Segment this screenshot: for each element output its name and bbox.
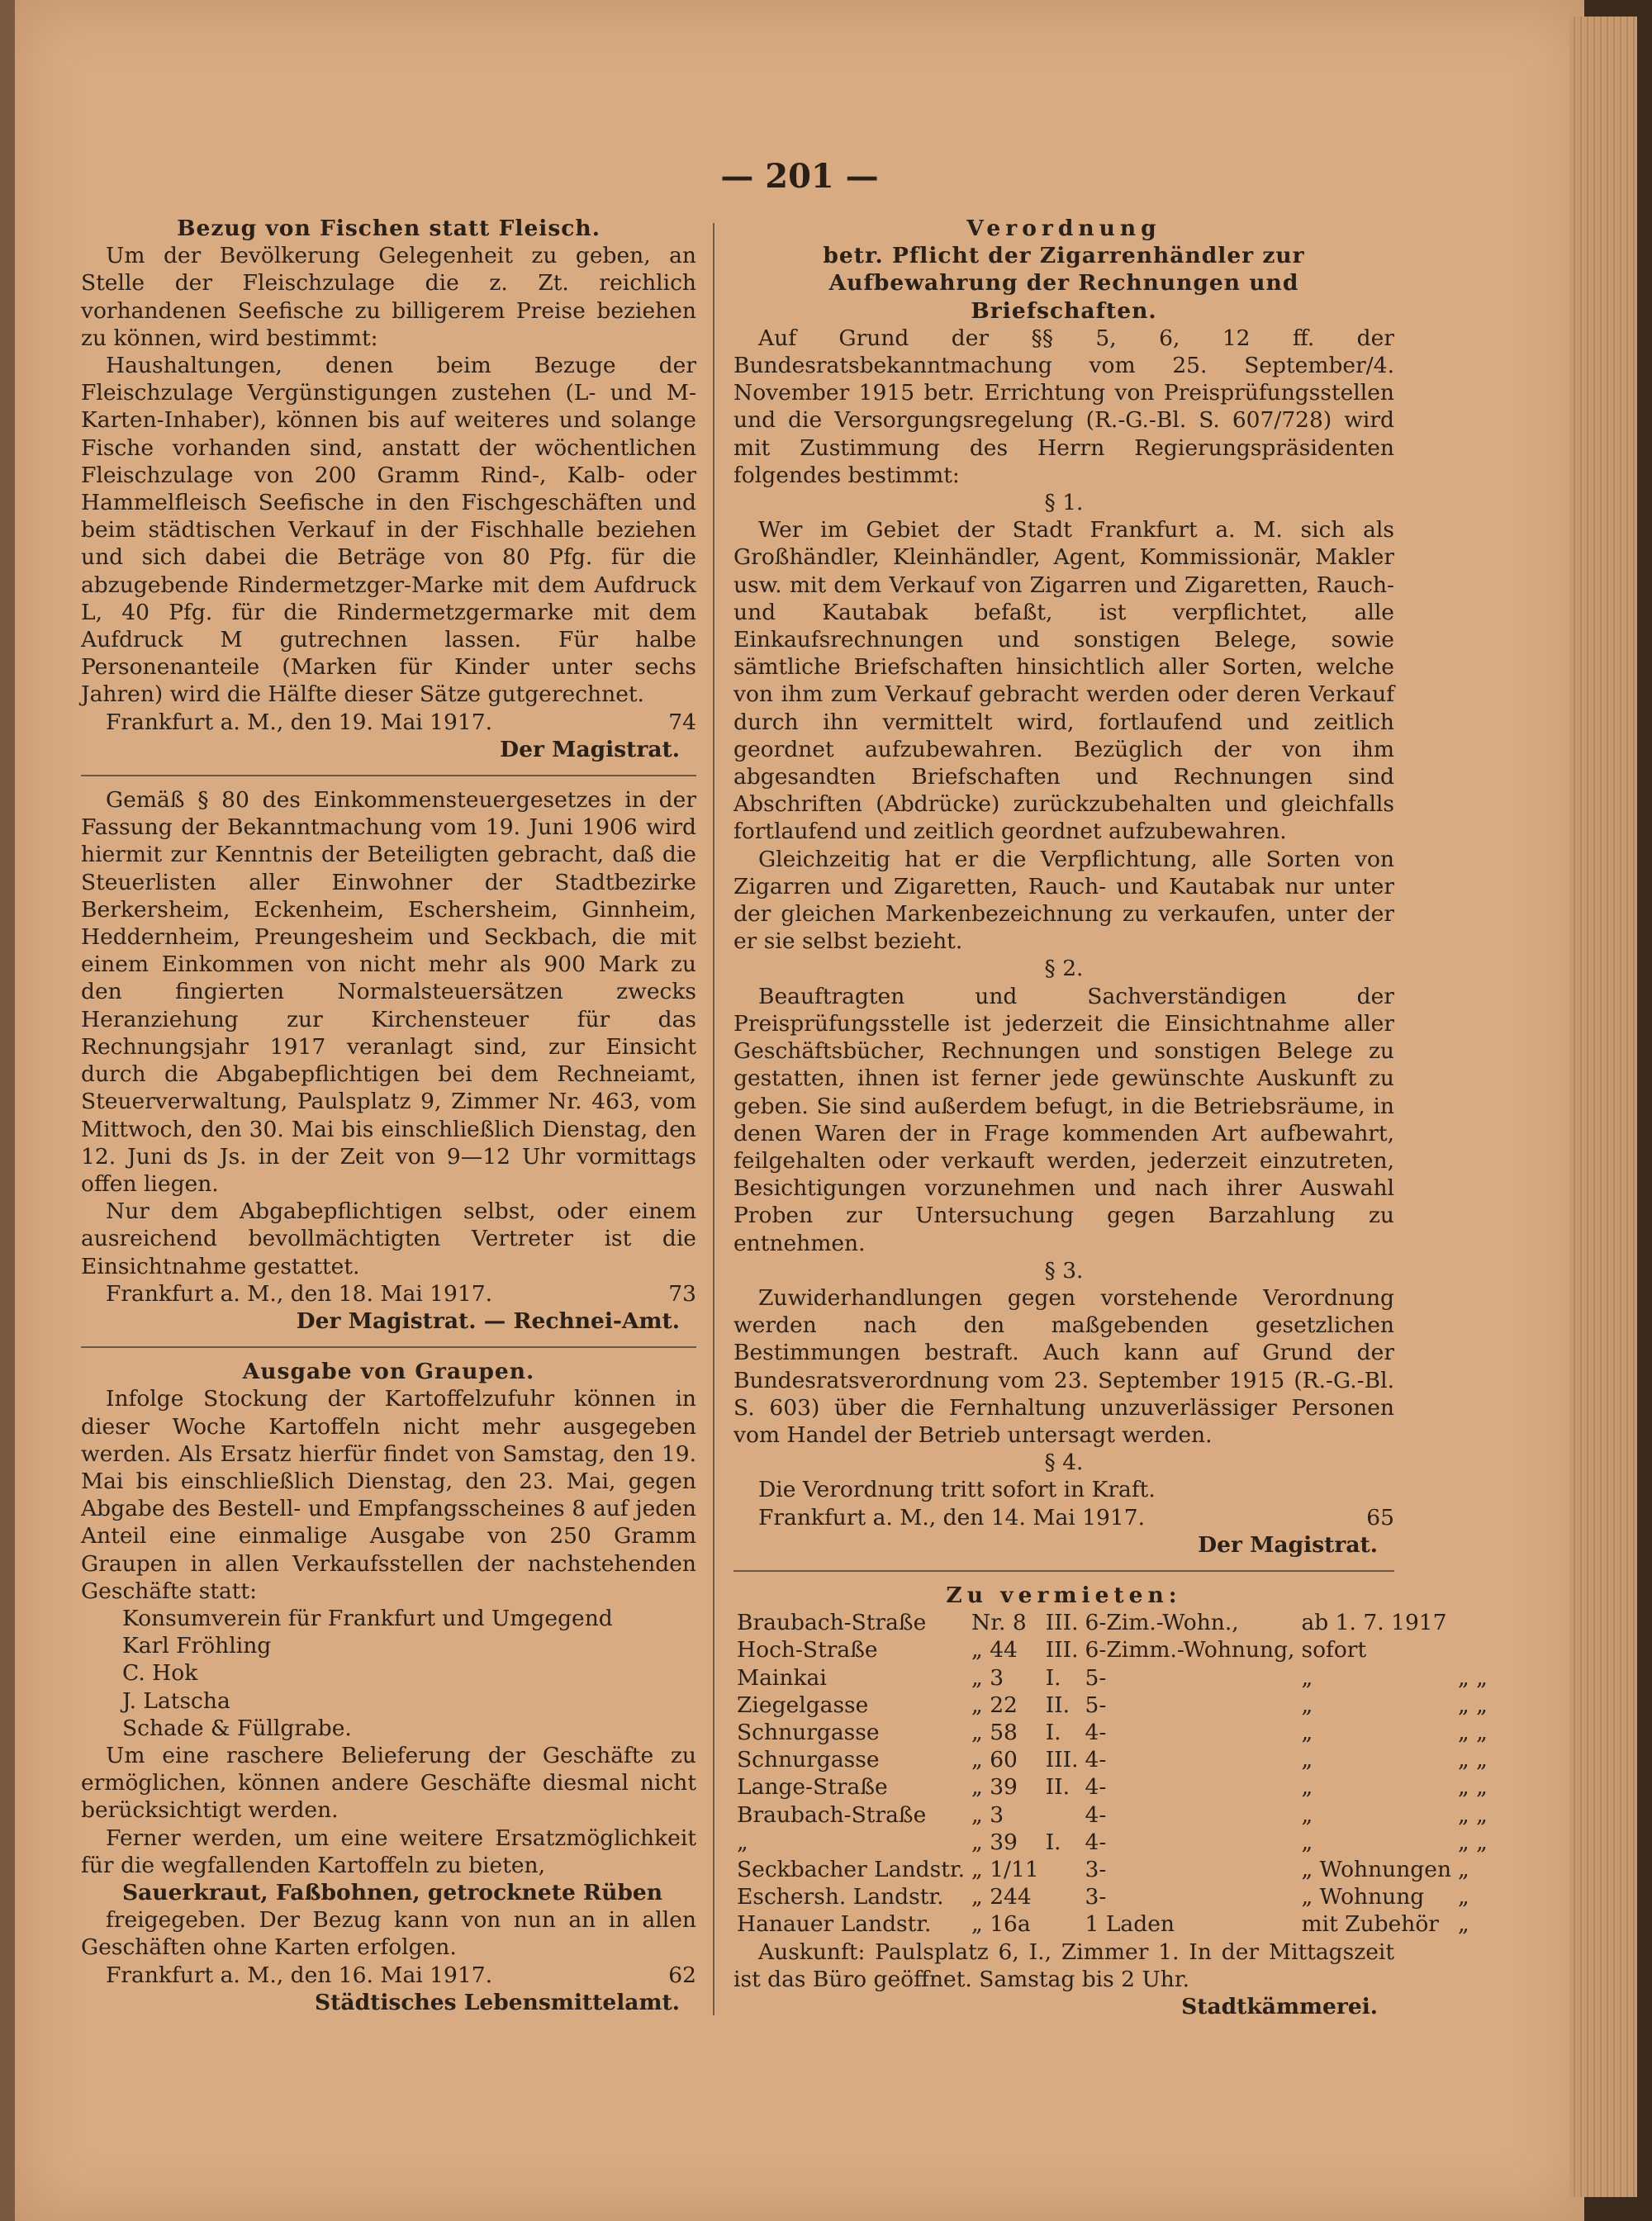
shop-item: C. Hok	[122, 1660, 198, 1687]
table-cell: I.	[1045, 1664, 1061, 1691]
groats-body-4: freigegeben. Der Bezug kann von nun an in allen Geschäften ohne Karten erfolgen.	[81, 1907, 696, 1961]
table-cell: „ Wohnungen	[1301, 1856, 1452, 1882]
table-cell: „ „	[1458, 1692, 1488, 1718]
decree-heading: Verordnung	[966, 216, 1161, 241]
table-cell: „ 244	[971, 1884, 1032, 1910]
table-cell: „	[737, 1829, 748, 1855]
tax-body-2: Nur dem Abgabepflichtigen selbst, oder einem ausreichend bevollmächtigten Vertreter ist die Einsichtnahme gestattet.	[81, 1198, 696, 1279]
table-cell: „ 44	[971, 1637, 1018, 1663]
fish-body: Um der Bevölkerung Gelegenheit zu geben, an Stelle der Fleischzulage die z. Zt. reichlich vorhandenen Seefische zu billigerem Preise beziehen zu können, wird bestimmt:	[81, 243, 696, 351]
rentals-info: Auskunft: Paulsplatz 6, I., Zimmer 1. In der Mittagszeit ist das Büro geöffnet. Samstag bis 2 Uhr.	[733, 1939, 1394, 1992]
table-cell: „ 16a	[971, 1911, 1031, 1938]
table-cell: „	[1301, 1747, 1313, 1773]
table-cell: Nr. 8	[971, 1610, 1027, 1636]
fish-date-row	[81, 709, 696, 736]
table-cell: „ 3	[971, 1801, 1004, 1828]
tax-number: 73	[668, 1280, 696, 1307]
tax-body: Gemäß § 80 des Einkommensteuergesetzes in der Fassung der Bekanntmachung vom 19. Juni 1906 wird hiermit zur Kenntnis der Beteiligten gebracht, daß die Steuerlisten aller Einwohner der Stadtbezirke Berkersheim, Eckenheim, Eschersheim, Ginnheim, Heddernheim, Preungesheim und Seckbach, die mit einem Einkommen von nicht mehr als 900 Mark zu den fingierten Normalsteuersätzen zwecks Heranziehung zur Kirchensteuer für das Rechnungsjahr 1917 veranlagt sind, zur Einsicht durch die Abgabepflichtigen bei dem Rechneiamt, Steuerverwaltung, Paulsplatz 9, Zimmer Nr. 463, vom Mittwoch, den 30. Mai bis einschließlich Dienstag, den 12. Juni ds Js. in der Zeit von 9—12 Uhr vormittags offen liegen.	[81, 787, 696, 1197]
decree-number: 65	[1366, 1504, 1394, 1530]
table-row	[733, 1829, 1491, 1856]
decree-p4: Die Verordnung tritt sofort in Kraft.	[758, 1477, 1156, 1503]
table-row	[733, 1773, 1491, 1801]
decree	[733, 215, 1394, 1559]
left-column	[81, 215, 696, 2028]
table-cell: 4-	[1085, 1719, 1107, 1745]
decree-date: Frankfurt a. M., den 14. Mai 1917.	[758, 1504, 1146, 1530]
section-mark: § 3.	[1044, 1257, 1084, 1284]
right-column	[733, 215, 1488, 2032]
table-row	[733, 1883, 1491, 1910]
shop-item: Schade & Füllgrabe.	[122, 1715, 352, 1741]
decree-p3: Zuwiderhandlungen gegen vorstehende Verordnung werden nach den maßgebenden gesetzlichen Bestimmungen bestraft. Auch kann auf Grund der Bundesratsverordnung vom 23. September 1915 (R.-G.-Bl. S. 603) über die Fernhaltung unzuverlässiger Personen vom Handel der Betrieb untersagt werden.	[733, 1284, 1394, 1448]
fish-signer: Der Magistrat.	[500, 736, 680, 762]
table-cell: 5-	[1085, 1692, 1107, 1718]
tax-notice	[81, 786, 696, 1335]
decree-p1: Wer im Gebiet der Stadt Frankfurt a. M. sich als Großhändler, Kleinhändler, Agent, Kommissionär, Makler usw. mit dem Verkauf von Zigarren und Zigaretten, Rauch- und Kautabak befaßt, ist verpflichtet, alle Einkaufsrechnungen und sonstigen Belege, sowie sämtliche Briefschaften hinsichtlich aller Sorten, welche von ihm zum Verkauf gebracht werden oder deren Verkauf durch ihn vermittelt wird, fortlaufend und zeitlich geordnet aufzubewahren. Bezüglich der von ihm abgesandten Briefschaften und Rechnungen sind Abschriften (Abdrücke) zurückzubehalten und gleichfalls fortlaufend und zeitlich geordnet aufzubewahren.	[733, 517, 1394, 845]
table-cell: „ „	[1458, 1719, 1488, 1745]
table-cell: Mainkai	[737, 1664, 827, 1691]
table-cell: „ Wohnung	[1301, 1884, 1425, 1910]
table-cell: I.	[1045, 1719, 1061, 1745]
table-cell: „	[1301, 1829, 1313, 1855]
table-cell: Braubach-Straße	[737, 1610, 927, 1636]
decree-intro: Auf Grund der §§ 5, 6, 12 ff. der Bundesratsbekanntmachung vom 25. September/4. November 1915 betr. Errichtung von Preisprüfungsstellen und die Versorgungsregelung (R.-G.-Bl. S. 607/728) wird mit Zustimmung des Herrn Regierungspräsidenten folgendes bestimmt:	[733, 325, 1394, 488]
groats-body: Infolge Stockung der Kartoffelzufuhr können in dieser Woche Kartoffeln nicht mehr ausgegeben werden. Als Ersatz hierfür findet von Samstag, den 19. Mai bis einschließlich Dienstag, den 23. Mai, gegen Abgabe des Bestell- und Empfangsscheines 8 auf jeden Anteil eine einmalige Ausgabe von 250 Gramm Graupen in allen Verkaufsstellen der nachstehenden Geschäfte statt:	[81, 1386, 696, 1604]
groats-items: Sauerkraut, Faßbohnen, getrocknete Rüben	[122, 1879, 662, 1905]
table-cell	[1042, 1910, 1082, 1938]
table-cell: 1 Laden	[1085, 1911, 1175, 1938]
table-cell	[1455, 1609, 1491, 1636]
section-mark: § 4.	[1044, 1450, 1084, 1476]
fish-heading: Bezug von Fischen statt Fleisch.	[177, 216, 601, 241]
table-cell: „	[1458, 1884, 1469, 1910]
table-cell: I.	[1045, 1829, 1061, 1855]
table-row	[733, 1636, 1491, 1663]
table-cell: 4-	[1085, 1801, 1107, 1828]
table-cell: „	[1301, 1692, 1313, 1718]
table-cell: „ „	[1458, 1664, 1488, 1691]
table-cell: Hoch-Straße	[737, 1637, 878, 1663]
table-cell: „ „	[1458, 1747, 1488, 1773]
table-row	[733, 1609, 1491, 1636]
table-cell: „ 39	[971, 1829, 1018, 1855]
table-cell: „	[1301, 1664, 1313, 1691]
groats-date-row	[81, 1962, 696, 1989]
table-cell: „ „	[1458, 1774, 1488, 1801]
table-cell	[1042, 1856, 1082, 1883]
table-cell: 4-	[1085, 1774, 1107, 1801]
rentals-signer: Stadtkämmerei.	[1181, 1994, 1378, 2019]
groats-date: Frankfurt a. M., den 16. Mai 1917.	[106, 1962, 493, 1988]
table-cell: 5-	[1085, 1664, 1107, 1691]
table-cell: „	[1301, 1774, 1313, 1801]
tax-date: Frankfurt a. M., den 18. Mai 1917.	[106, 1280, 493, 1307]
groats-number: 62	[668, 1962, 696, 1988]
table-cell: 3-	[1085, 1884, 1107, 1910]
table-cell: Schnurgasse	[737, 1719, 880, 1745]
table-cell: Eschersh. Landstr.	[737, 1884, 944, 1910]
table-cell: „	[1458, 1911, 1469, 1938]
table-cell: III.	[1045, 1610, 1079, 1636]
table-row	[733, 1801, 1491, 1829]
table-cell: Hanauer Landstr.	[737, 1911, 932, 1938]
groats-heading: Ausgabe von Graupen.	[242, 1359, 535, 1385]
section-mark: § 2.	[1044, 956, 1084, 982]
groats-notice	[81, 1358, 696, 2016]
page-edges	[1569, 17, 1637, 2197]
groats-signer: Städtisches Lebensmittelamt.	[315, 1989, 680, 2015]
table-cell: 6-Zimm.-Wohnung,	[1085, 1637, 1295, 1663]
decree-date-row	[733, 1504, 1394, 1531]
fish-date: Frankfurt a. M., den 19. Mai 1917.	[106, 709, 493, 735]
table-cell: „ 1/11	[971, 1856, 1039, 1882]
divider	[733, 1570, 1394, 1572]
table-cell: 4-	[1085, 1829, 1107, 1855]
table-cell: II.	[1045, 1774, 1070, 1801]
table-cell: sofort	[1301, 1637, 1367, 1663]
page-number: — 201 —	[720, 157, 879, 196]
table-row	[733, 1692, 1491, 1719]
table-cell	[1042, 1883, 1082, 1910]
table-cell: 4-	[1085, 1747, 1107, 1773]
table-cell: „ 39	[971, 1774, 1018, 1801]
groats-body-2: Um eine raschere Belieferung der Geschäfte zu ermöglichen, können andere Geschäfte diesmal nicht berücksichtigt werden.	[81, 1742, 696, 1824]
table-cell: „ 60	[971, 1747, 1018, 1773]
table-cell: mit Zubehör	[1301, 1911, 1439, 1938]
table-cell: „	[1301, 1801, 1313, 1828]
decree-subheading: betr. Pflicht der Zigarrenhändler zur Aufbewahrung der Rechnungen und Briefschaften.	[823, 243, 1305, 324]
table-cell: 6-Zim.-Wohn.,	[1085, 1610, 1239, 1636]
table-cell: 3-	[1085, 1856, 1107, 1882]
table-cell: Seckbacher Landstr.	[737, 1856, 966, 1882]
rentals-table	[733, 1609, 1491, 1938]
table-row	[733, 1746, 1491, 1773]
table-cell: III.	[1045, 1637, 1079, 1663]
table-cell: „ 22	[971, 1692, 1018, 1718]
table-cell: Ziegelgasse	[737, 1692, 869, 1718]
column-divider	[713, 223, 714, 2015]
table-cell	[1455, 1636, 1491, 1663]
table-row	[733, 1856, 1491, 1883]
table-cell: „	[1458, 1856, 1469, 1882]
table-cell: III.	[1045, 1747, 1079, 1773]
divider	[81, 775, 696, 776]
table-cell: II.	[1045, 1692, 1070, 1718]
fish-notice	[81, 215, 696, 763]
section-mark: § 1.	[1044, 490, 1084, 516]
rentals-heading: Zu vermieten:	[946, 1582, 1182, 1608]
decree-p1-2: Gleichzeitig hat er die Verpflichtung, alle Sorten von Zigarren und Zigaretten, Rauch- und Kautabak nur unter der gleichen Markenbezeichnung zu verkaufen, unter der er sie selbst bezieht.	[733, 846, 1394, 955]
shop-item: J. Latscha	[122, 1687, 230, 1714]
document-page	[15, 0, 1584, 2221]
table-cell	[1042, 1801, 1082, 1829]
tax-date-row	[81, 1280, 696, 1307]
table-cell: „	[1301, 1719, 1313, 1745]
table-row	[733, 1910, 1491, 1938]
table-cell: Braubach-Straße	[737, 1801, 927, 1828]
table-row	[733, 1664, 1491, 1692]
fish-number: 74	[668, 709, 696, 735]
tax-signer: Der Magistrat. — Rechnei-Amt.	[296, 1307, 680, 1334]
table-cell: „ „	[1458, 1801, 1488, 1828]
divider	[81, 1346, 696, 1348]
table-cell: „ „	[1458, 1829, 1488, 1855]
table-cell: Schnurgasse	[737, 1747, 880, 1773]
table-cell: „ 58	[971, 1719, 1018, 1745]
table-cell: „ 3	[971, 1664, 1004, 1691]
shop-item: Konsumverein für Frankfurt und Umgegend	[122, 1605, 613, 1631]
decree-signer: Der Magistrat.	[1198, 1531, 1378, 1558]
groats-body-3: Ferner werden, um eine weitere Ersatzmöglichkeit für die wegfallenden Kartoffeln zu bieten,	[81, 1825, 696, 1878]
shop-item: Karl Fröhling	[122, 1633, 272, 1659]
table-row	[733, 1719, 1491, 1746]
table-cell: ab 1. 7. 1917	[1301, 1610, 1447, 1636]
rentals	[733, 1582, 1488, 2020]
fish-body-2: Haushaltungen, denen beim Bezuge der Fleischzulage Vergünstigungen zustehen (L- und M-Karten-Inhaber), können bis auf weiteres und solange Fische vorhanden sind, anstatt der wöchentlichen Fleischzulage von 200 Gramm Rind-, Kalb- oder Hammelfleisch Seefische in den Fischgeschäften und beim städtischen Verkauf in der Fischhalle beziehen und sich dabei die Beträge von 80 Pfg. für die abzugebende Rindermetzger-Marke mit dem Aufdruck L, 40 Pfg. für die Rindermetzgermarke mit dem Aufdruck M gutrechnen lassen. Für halbe Personenanteile (Marken für Kinder unter sechs Jahren) wird die Hälfte dieser Sätze gutgerechnet.	[81, 353, 696, 708]
table-cell: Lange-Straße	[737, 1774, 888, 1801]
decree-p2: Beauftragten und Sachverständigen der Preisprüfungsstelle ist jederzeit die Einsichtnahme aller Geschäftsbücher, Rechnungen und sonstigen Belege zu gestatten, ihnen ist ferner jede gewünschte Auskunft zu geben. Sie sind außerdem befugt, in die Betriebsräume, in denen Waren der in Frage kommenden Art aufbewahrt, feilgehalten oder verkauft werden, jederzeit einzutreten, Besichtigungen vorzunehmen und nach ihrer Auswahl Proben zur Untersuchung gegen Barzahlung zu entnehmen.	[733, 983, 1394, 1256]
